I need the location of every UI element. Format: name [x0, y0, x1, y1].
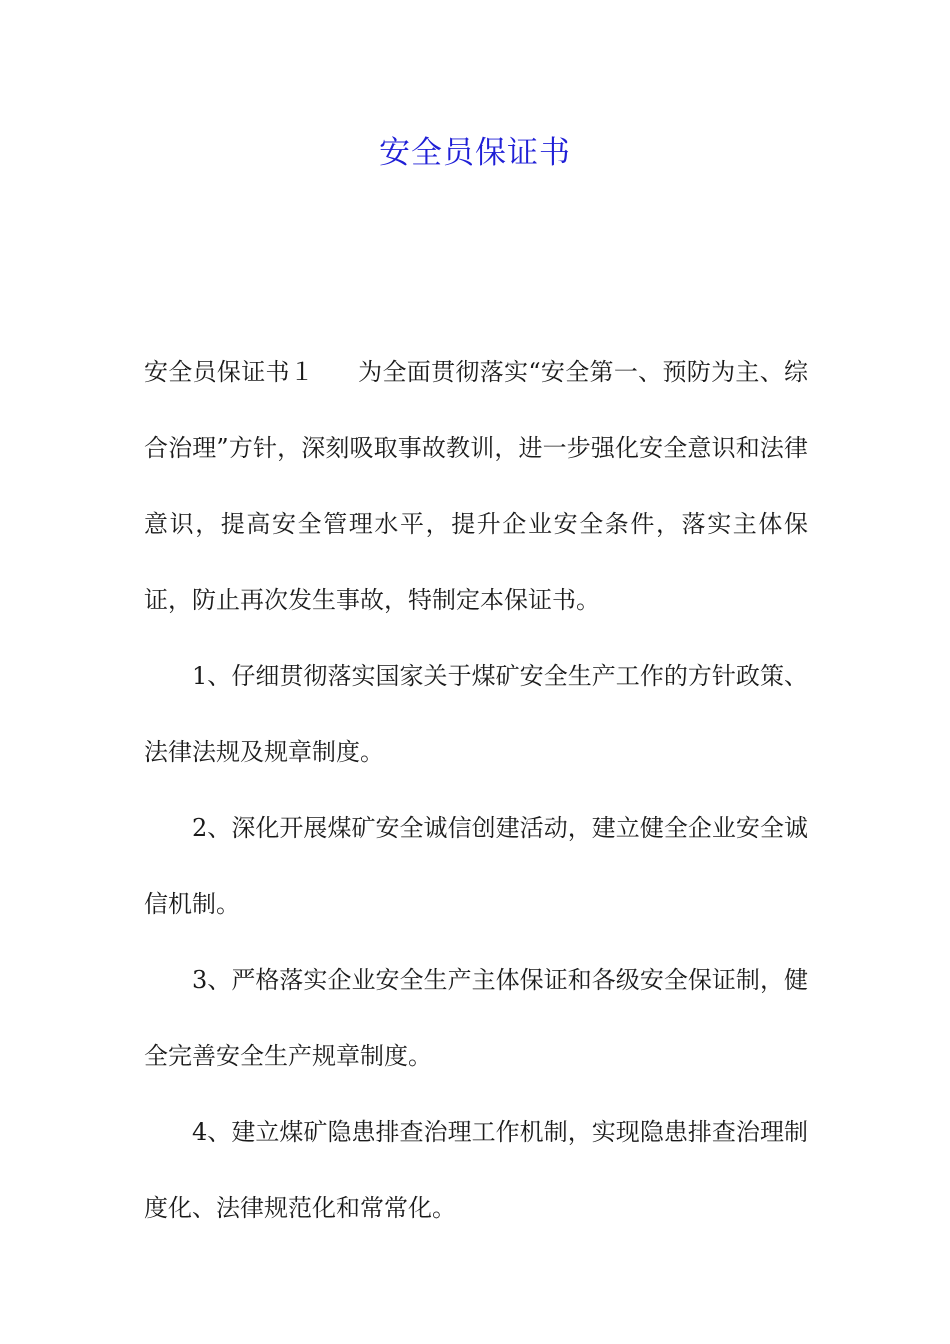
clause-2: 2、深化开展煤矿安全诚信创建活动，建立健全企业安全诚信机制。: [144, 814, 808, 918]
intro-paragraph: [144, 334, 808, 638]
clause-3: 3、严格落实企业安全生产主体保证和各级安全保证制，健全完善安全生产规章制度。: [144, 966, 808, 1070]
intro-label: 安全员保证书１: [144, 358, 315, 386]
clause-1: 1、仔细贯彻落实国家关于煤矿安全生产工作的方针政策、法律法规及规章制度。: [144, 662, 808, 766]
clause-4: 4、建立煤矿隐患排查治理工作机制，实现隐患排查治理制度化、法律规范化和常常化。: [144, 1118, 808, 1222]
document-title: 安全员保证书: [379, 135, 571, 171]
document-body: [144, 334, 808, 1246]
intro-text: 为全面贯彻落实“安全第一、预防为主、综合治理”方针，深刻吸取事故教训，进一步强化安全意识和法律意识，提高安全管理水平，提升企业安全条件，落实主体保证，防止再次发生事故，特制定本保证书。: [144, 358, 808, 614]
